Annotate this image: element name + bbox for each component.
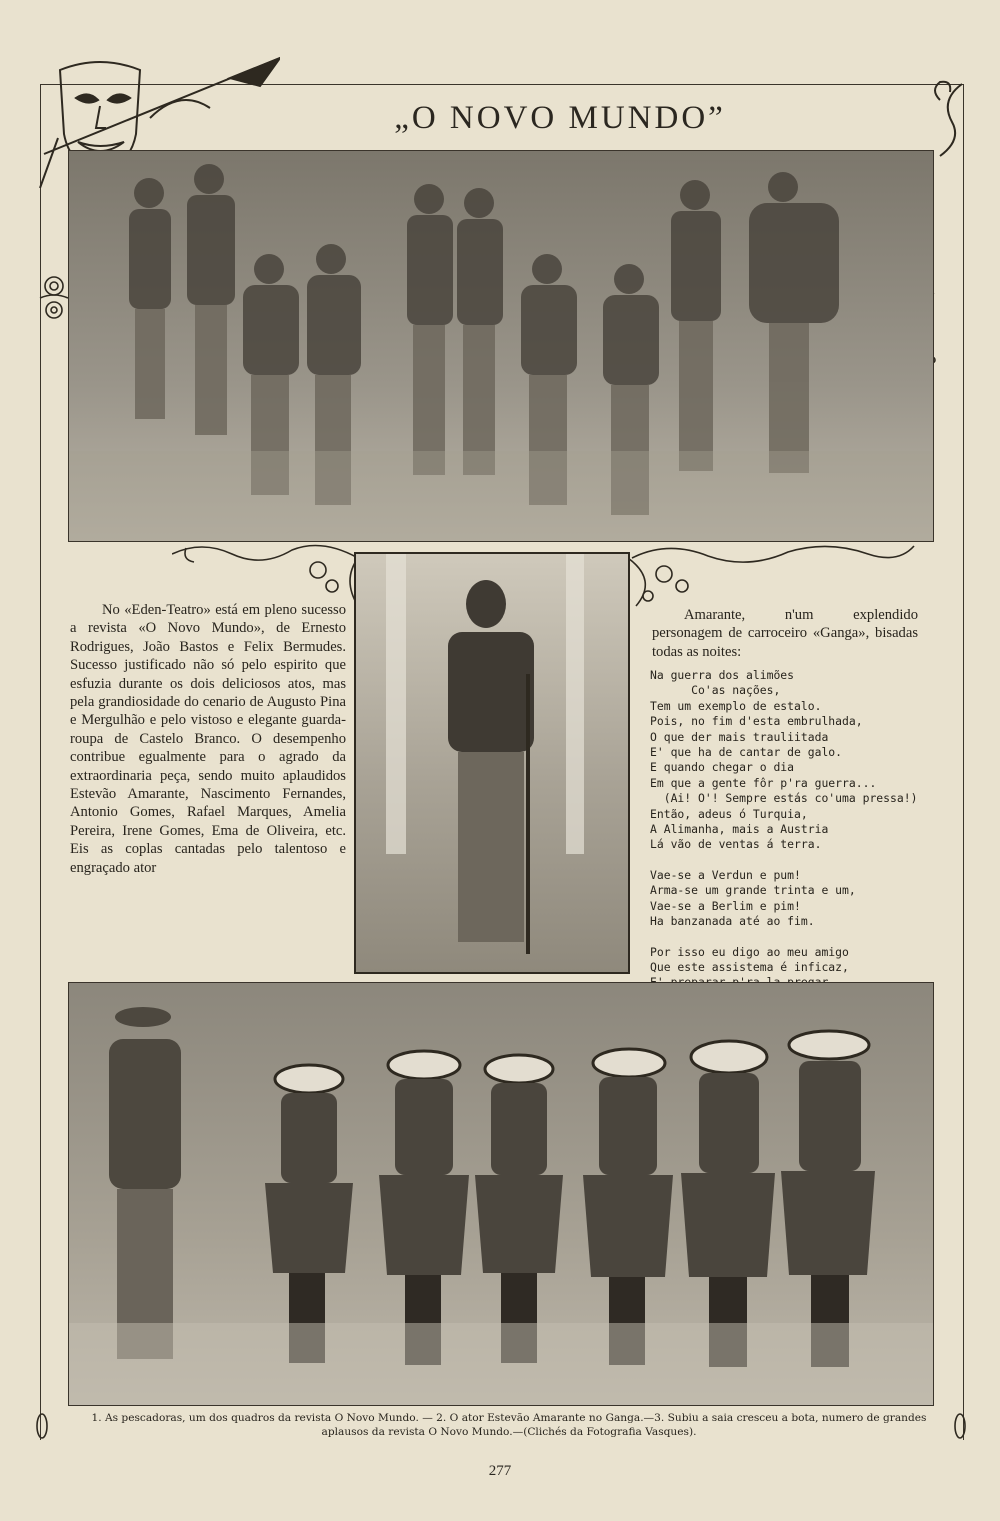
article-left-column xyxy=(70,601,346,877)
photo-caption: 1. As pescadoras, um dos quadros da revista O Novo Mundo. — 2. O ator Estevão Amarante no Ganga.—3. Subiu a saia cresceu a bota, numero de grandes aplausos da revista O Novo Mundo.—(Clichés da Fotografia Vasques). xyxy=(91,1412,927,1438)
photo-pescadoras xyxy=(68,150,934,542)
left-scroll-ornament xyxy=(172,540,362,610)
verse-line: Em que a gente fôr p'ra guerra... xyxy=(650,775,877,790)
stanza-2 xyxy=(650,868,950,930)
verse-line: E quando chegar o dia xyxy=(650,760,795,775)
page-number: 277 xyxy=(488,1463,512,1479)
verse-line: Ha banzanada até ao fim. xyxy=(650,914,815,929)
article-paragraph: No «Eden-Teatro» está em pleno sucesso a revista «O Novo Mundo», de Ernesto Rodrigues, João Bastos e Felix Bermudes. Sucesso justificado não só pelo espirito que esfuzia durante os dois deliciosos atos, mas pela grandiosidade do cenario de Augusto Pina e Mergulhão e pelo vistoso e elegante guarda-roupa de Castelo Branco. O desempenho contribue egualmente para o agrado da extraordinaria peça, sendo muito aplaudidos Estevão Amarante, Nascimento Fernandes, Antonio Gomes, Rafael Marques, Amelia Pereira, Irene Gomes, Ema de Oliveira, etc. Eis as coplas cantadas pelo talentoso e engraçado ator xyxy=(70,602,346,876)
verse-line: E' que ha de cantar de galo. xyxy=(650,745,843,760)
verse-line: Pois, no fim d'esta embrulhada, xyxy=(650,714,863,729)
stanza-1 xyxy=(650,668,950,853)
verse-line: Na guerra dos alimões xyxy=(650,668,795,682)
right-bottom-ornament xyxy=(950,1408,970,1444)
verse-line: Lá vão de ventas á terra. xyxy=(650,837,822,852)
article-continuation: Amarante, n'um explendido personagem de carroceiro «Ganga», bisadas todas as noites: xyxy=(652,607,918,660)
verse-line: Vae-se a Berlim e pim! xyxy=(650,898,801,913)
verse-line: Co'as nações, xyxy=(650,683,781,698)
verse-line: Então, adeus ó Turquia, xyxy=(650,806,808,821)
left-bottom-ornament xyxy=(32,1408,52,1444)
verse-line: A Alimanha, mais a Austria xyxy=(650,822,829,837)
page-title: „O NOVO MUNDO” xyxy=(394,100,726,136)
verse-line: O que der mais trauliitada xyxy=(650,729,829,744)
corner-scroll-ornament xyxy=(900,70,970,160)
verse-line: Tem um exemplo de estalo. xyxy=(650,698,822,713)
photo-ator-ganga xyxy=(354,552,630,974)
photo-subiu-a-saia xyxy=(68,982,934,1406)
verse-line: (Ai! O'! Sempre estás co'uma pressa!) xyxy=(650,791,918,806)
verse-line: Vae-se a Verdun e pum! xyxy=(650,867,801,882)
verse-line: Por isso eu digo ao meu amigo xyxy=(650,944,849,959)
article-right-intro xyxy=(652,606,918,661)
verse-line: Que este assistema é inficaz, xyxy=(650,959,849,974)
verse-line: Arma-se um grande trinta e um, xyxy=(650,883,856,898)
